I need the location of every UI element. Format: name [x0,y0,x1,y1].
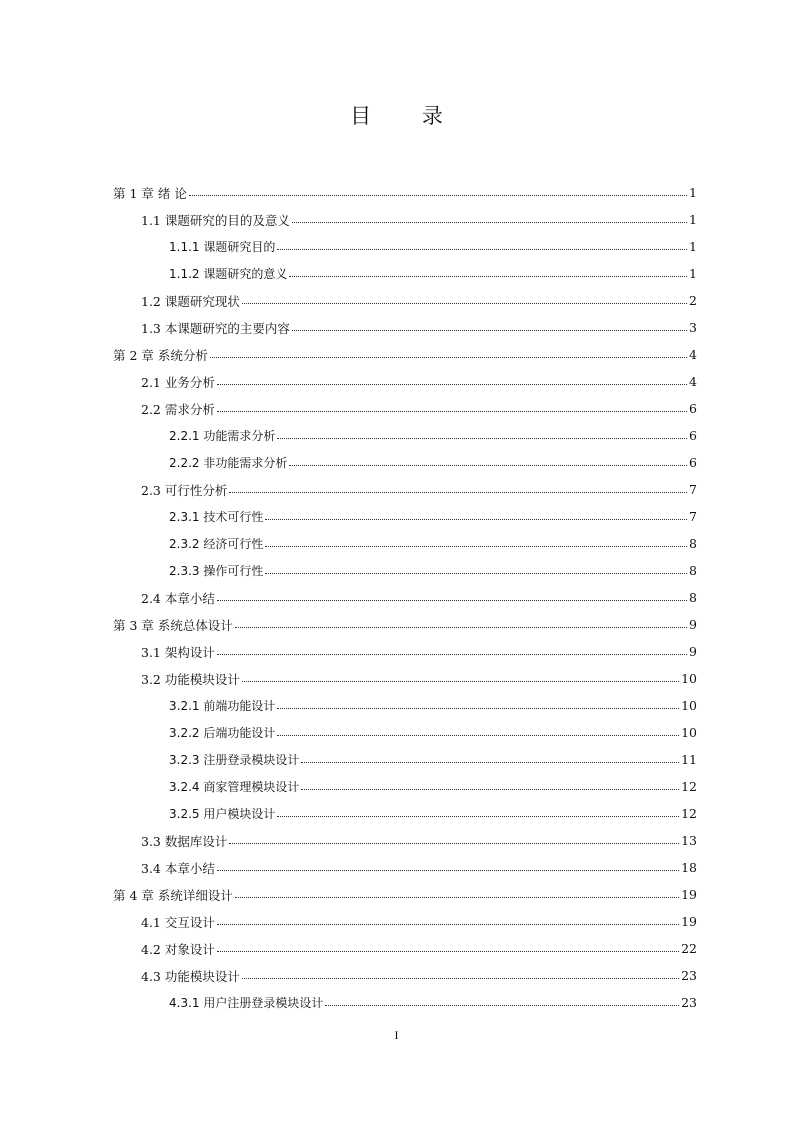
toc-entry-page: 8 [689,563,697,578]
toc-entry-label: 1.1 课题研究的目的及意义 [141,212,290,228]
toc-entry[interactable] [0,665,793,692]
toc-dot-leader [289,464,687,466]
page-number: I [394,1028,399,1042]
toc-entry-page: 9 [689,617,697,632]
toc-dot-leader [277,707,679,709]
toc-entry-page: 10 [681,671,697,686]
toc-entry-page: 6 [689,455,697,470]
toc-entry-label: 4.1 交互设计 [141,914,215,930]
toc-dot-leader [235,896,679,898]
toc-dot-leader [277,248,687,250]
toc-entry-page: 23 [681,995,697,1010]
toc-entry-label: 2.3.3 操作可行性 [169,564,264,578]
toc-dot-leader [265,545,687,547]
toc-dot-leader [229,842,679,844]
toc-entry[interactable] [0,746,793,773]
toc-dot-leader [277,437,687,439]
toc-dot-leader [235,626,687,628]
toc-entry-label: 3.2.1 前端功能设计 [169,699,276,713]
toc-entry[interactable] [0,854,793,881]
toc-dot-leader [217,950,679,952]
toc-entry-label: 2.3.2 经济可行性 [169,537,264,551]
toc-entry[interactable] [0,962,793,989]
toc-entry-label: 2.4 本章小结 [141,590,215,606]
toc-entry-label: 1.1.2 课题研究的意义 [169,267,288,281]
toc-entry[interactable] [0,395,793,422]
toc-entry[interactable] [0,881,793,908]
toc-entry-label: 第 2 章 系统分析 [113,347,208,363]
toc-entry-page: 1 [689,185,697,200]
toc-dot-leader [277,734,679,736]
toc-entry[interactable] [0,422,793,449]
toc-dot-leader [301,761,679,763]
toc-entry-page: 1 [689,212,697,227]
toc-entry[interactable] [0,341,793,368]
toc-dot-leader [217,410,687,412]
toc-entry-label: 1.2 课题研究现状 [141,293,240,309]
toc-entry-label: 3.2 功能模块设计 [141,671,240,687]
toc-dot-leader [292,329,687,331]
toc-dot-leader [210,356,687,358]
toc-entry[interactable] [0,503,793,530]
toc-entry-page: 7 [689,482,697,497]
toc-entry-label: 1.3 本课题研究的主要内容 [141,320,290,336]
toc-entry[interactable] [0,557,793,584]
toc-dot-leader [265,518,687,520]
toc-entry-label: 2.2.1 功能需求分析 [169,429,276,443]
toc-entry[interactable] [0,476,793,503]
toc-dot-leader [292,221,687,223]
toc-dot-leader [217,653,687,655]
toc-entry-page: 3 [689,320,697,335]
toc-entry[interactable] [0,179,793,206]
toc-dot-leader [217,923,679,925]
toc-entry[interactable] [0,719,793,746]
toc-entry-page: 8 [689,590,697,605]
toc-entry-label: 2.3 可行性分析 [141,482,228,498]
toc-entry[interactable] [0,530,793,557]
toc-entry-page: 7 [689,509,697,524]
toc-entry-page: 19 [681,914,697,929]
toc-entry-page: 23 [681,968,697,983]
toc-entry-page: 12 [681,779,697,794]
toc-dot-leader [289,275,687,277]
toc-entry-label: 3.4 本章小结 [141,860,215,876]
toc-entry-page: 4 [689,374,697,389]
toc-entry[interactable] [0,314,793,341]
toc-entry[interactable] [0,260,793,287]
toc-entry-page: 6 [689,428,697,443]
toc-entry-page: 4 [689,347,697,362]
toc-entry[interactable] [0,449,793,476]
toc-entry-page: 19 [681,887,697,902]
toc-dot-leader [277,815,679,817]
toc-entry[interactable] [0,368,793,395]
toc-entry[interactable] [0,692,793,719]
toc-dot-leader [242,977,679,979]
toc-dot-leader [217,383,687,385]
toc-entry[interactable] [0,233,793,260]
toc-entry-page: 11 [681,752,697,767]
toc-dot-leader [242,302,687,304]
toc-entry-page: 22 [681,941,697,956]
page-title: 目 录 [350,104,465,128]
toc-entry-page: 13 [681,833,697,848]
toc-entry[interactable] [0,584,793,611]
table-of-contents [0,179,793,1016]
toc-entry-page: 10 [681,698,697,713]
toc-entry[interactable] [0,287,793,314]
toc-entry-label: 3.1 架构设计 [141,644,215,660]
toc-entry[interactable] [0,935,793,962]
toc-dot-leader [301,788,679,790]
toc-entry-page: 10 [681,725,697,740]
toc-entry[interactable] [0,827,793,854]
toc-entry[interactable] [0,611,793,638]
toc-entry-page: 1 [689,266,697,281]
toc-entry-page: 8 [689,536,697,551]
toc-entry[interactable] [0,773,793,800]
toc-entry-page: 6 [689,401,697,416]
toc-entry-page: 18 [681,860,697,875]
toc-entry[interactable] [0,638,793,665]
toc-entry[interactable] [0,908,793,935]
toc-entry[interactable] [0,206,793,233]
toc-dot-leader [325,1004,679,1006]
toc-entry-label: 第 1 章 绪 论 [113,185,187,201]
toc-dot-leader [265,572,687,574]
toc-entry-label: 1.1.1 课题研究目的 [169,240,276,254]
toc-entry-label: 2.3.1 技术可行性 [169,510,264,524]
toc-dot-leader [229,491,687,493]
toc-entry-label: 2.2.2 非功能需求分析 [169,456,288,470]
toc-entry-label: 3.3 数据库设计 [141,833,228,849]
toc-entry[interactable] [0,800,793,827]
toc-dot-leader [217,599,687,601]
toc-entry[interactable] [0,989,793,1016]
toc-entry-page: 2 [689,293,697,308]
toc-entry-label: 4.3 功能模块设计 [141,968,240,984]
toc-entry-label: 第 4 章 系统详细设计 [113,887,233,903]
toc-entry-label: 第 3 章 系统总体设计 [113,617,233,633]
toc-entry-label: 2.2 需求分析 [141,401,215,417]
toc-dot-leader [189,194,687,196]
toc-entry-label: 3.2.3 注册登录模块设计 [169,753,300,767]
toc-entry-label: 3.2.2 后端功能设计 [169,726,276,740]
toc-entry-page: 12 [681,806,697,821]
toc-entry-label: 4.3.1 用户注册登录模块设计 [169,996,324,1010]
toc-dot-leader [242,680,679,682]
toc-entry-label: 3.2.4 商家管理模块设计 [169,780,300,794]
toc-entry-page: 9 [689,644,697,659]
toc-dot-leader [217,869,679,871]
toc-entry-label: 2.1 业务分析 [141,374,215,390]
toc-entry-label: 3.2.5 用户模块设计 [169,807,276,821]
toc-entry-label: 4.2 对象设计 [141,941,215,957]
toc-entry-page: 1 [689,239,697,254]
